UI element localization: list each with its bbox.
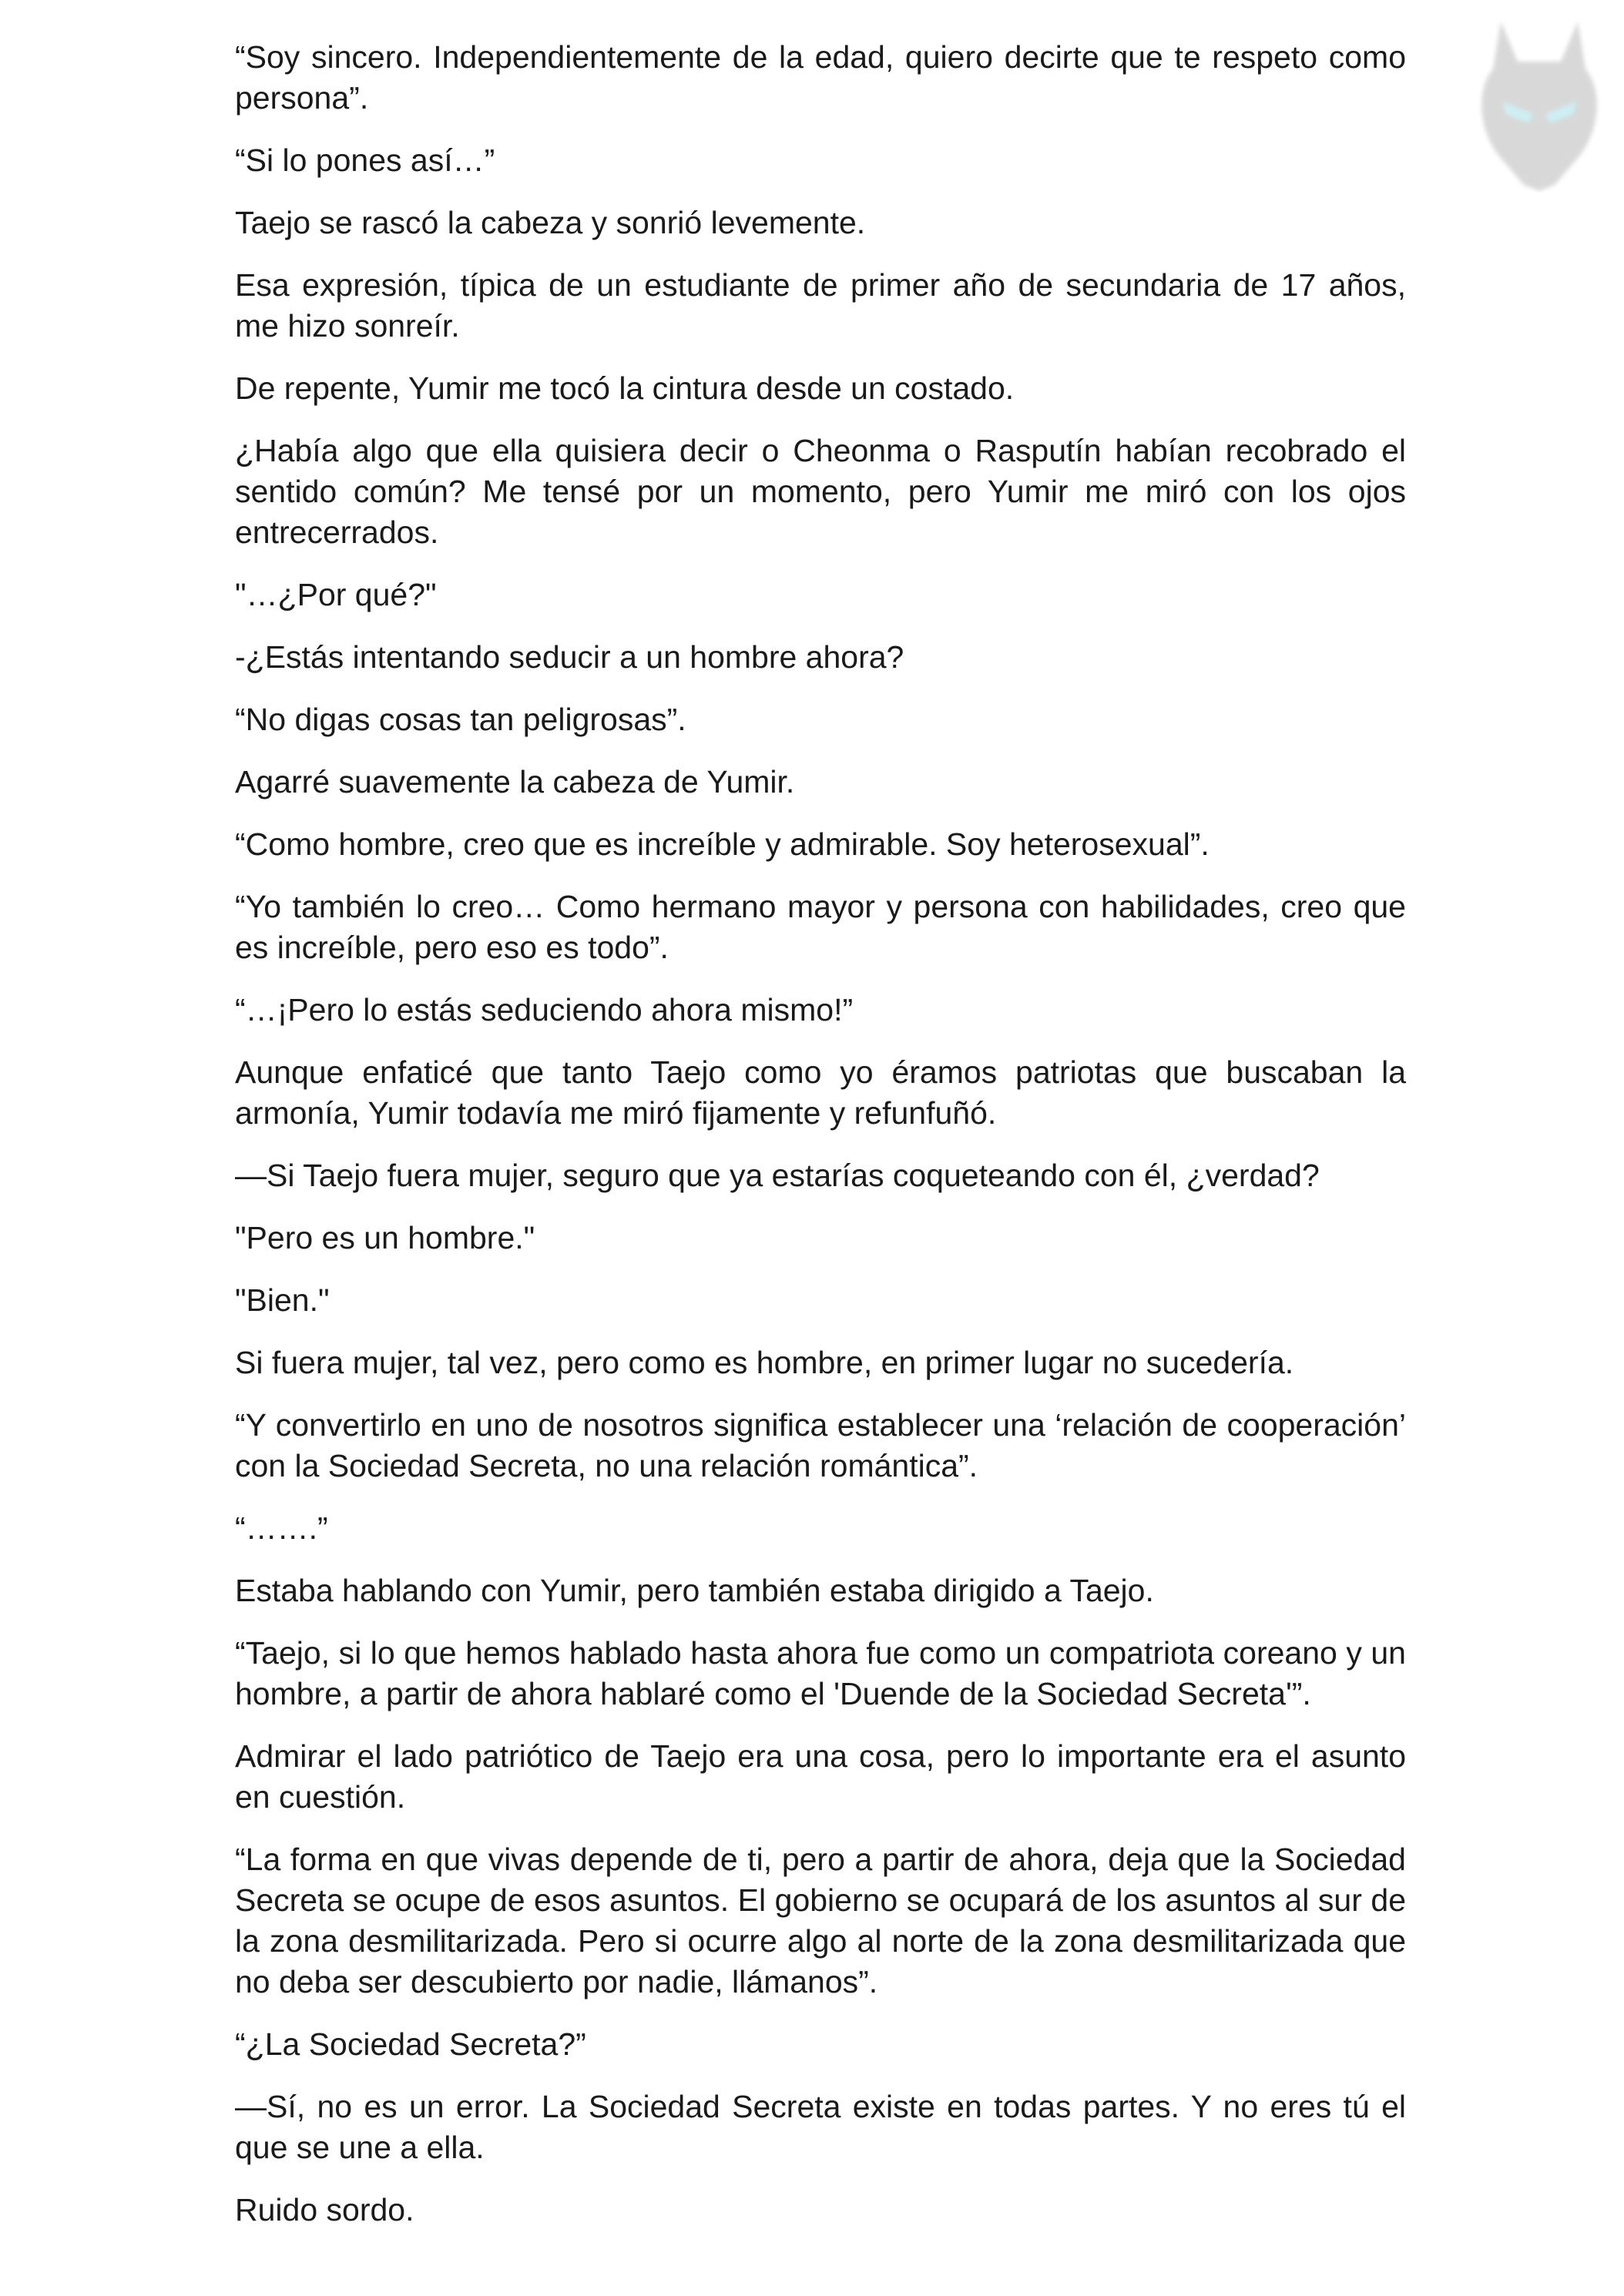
paragraph: Taejo se rascó la cabeza y sonrió levemente.: [235, 205, 866, 240]
paragraph: "Pero es un hombre.": [235, 1220, 535, 1255]
paragraph: Esa expresión, típica de un estudiante de primer año de secundaria de 17 años, me hizo sonreír.: [235, 267, 1415, 344]
paragraph: Estaba hablando con Yumir, pero también estaba dirigido a Taejo.: [235, 1573, 1154, 1608]
paragraph: Admirar el lado patriótico de Taejo era una cosa, pero lo importante era el asunto en cuestión.: [235, 1738, 1415, 1815]
demon-head-icon: [1470, 15, 1609, 193]
paragraph: —Sí, no es un error. La Sociedad Secreta existe en todas partes. Y no eres tú el que se une a ella.: [235, 2089, 1415, 2165]
paragraph: “Y convertirlo en uno de nosotros significa establecer una ‘relación de cooperación’ con la Sociedad Secreta, no una relación romántica”.: [235, 1407, 1415, 1483]
body-text: [235, 37, 1415, 2252]
paragraph: “Como hombre, creo que es increíble y admirable. Soy heterosexual”.: [235, 826, 1210, 862]
paragraph: —Si Taejo fuera mujer, seguro que ya estarías coqueteando con él, ¿verdad?: [235, 1158, 1320, 1193]
paragraph: "Bien.": [235, 1282, 330, 1318]
paragraph: “Taejo, si lo que hemos hablado hasta ahora fue como un compatriota coreano y un hombre, a partir de ahora hablaré como el 'Duende de la Sociedad Secreta'”.: [235, 1635, 1415, 1711]
paragraph: “Si lo pones así…”: [235, 142, 495, 178]
paragraph: “¿La Sociedad Secreta?”: [235, 2026, 586, 2062]
paragraph: De repente, Yumir me tocó la cintura desde un costado.: [235, 370, 1015, 406]
paragraph: “La forma en que vivas depende de ti, pero a partir de ahora, deja que la Sociedad Secreta se ocupe de esos asuntos. El gobierno se ocupará de los asuntos al sur de la zona desmilitarizada. Pero si ocurre algo al norte de la zona desmilitarizada que no deba ser descubierto por nadie, llámanos”.: [235, 1842, 1415, 1999]
paragraph: -¿Estás intentando seducir a un hombre ahora?: [235, 639, 904, 675]
paragraph: ¿Había algo que ella quisiera decir o Cheonma o Rasputín habían recobrado el sentido común? Me tensé por un momento, pero Yumir me miró con los ojos entrecerrados.: [235, 433, 1415, 550]
paragraph: “Yo también lo creo… Como hermano mayor y persona con habilidades, creo que es increíble, pero eso es todo”.: [235, 889, 1415, 965]
paragraph: “No digas cosas tan peligrosas”.: [235, 702, 686, 737]
paragraph: Ruido sordo.: [235, 2192, 414, 2227]
paragraph: Aunque enfaticé que tanto Taejo como yo éramos patriotas que buscaban la armonía, Yumir todavía me miró fijamente y refunfuñó.: [235, 1054, 1415, 1131]
paragraph: "…¿Por qué?": [235, 577, 437, 612]
paragraph: “…¡Pero lo estás seduciendo ahora mismo!”: [235, 992, 854, 1027]
paragraph: “Soy sincero. Independientemente de la edad, quiero decirte que te respeto como persona”.: [235, 39, 1415, 116]
paragraph: Si fuera mujer, tal vez, pero como es hombre, en primer lugar no sucedería.: [235, 1345, 1294, 1380]
paragraph: “…….”: [235, 1510, 328, 1546]
paragraph: Agarré suavemente la cabeza de Yumir.: [235, 764, 795, 799]
